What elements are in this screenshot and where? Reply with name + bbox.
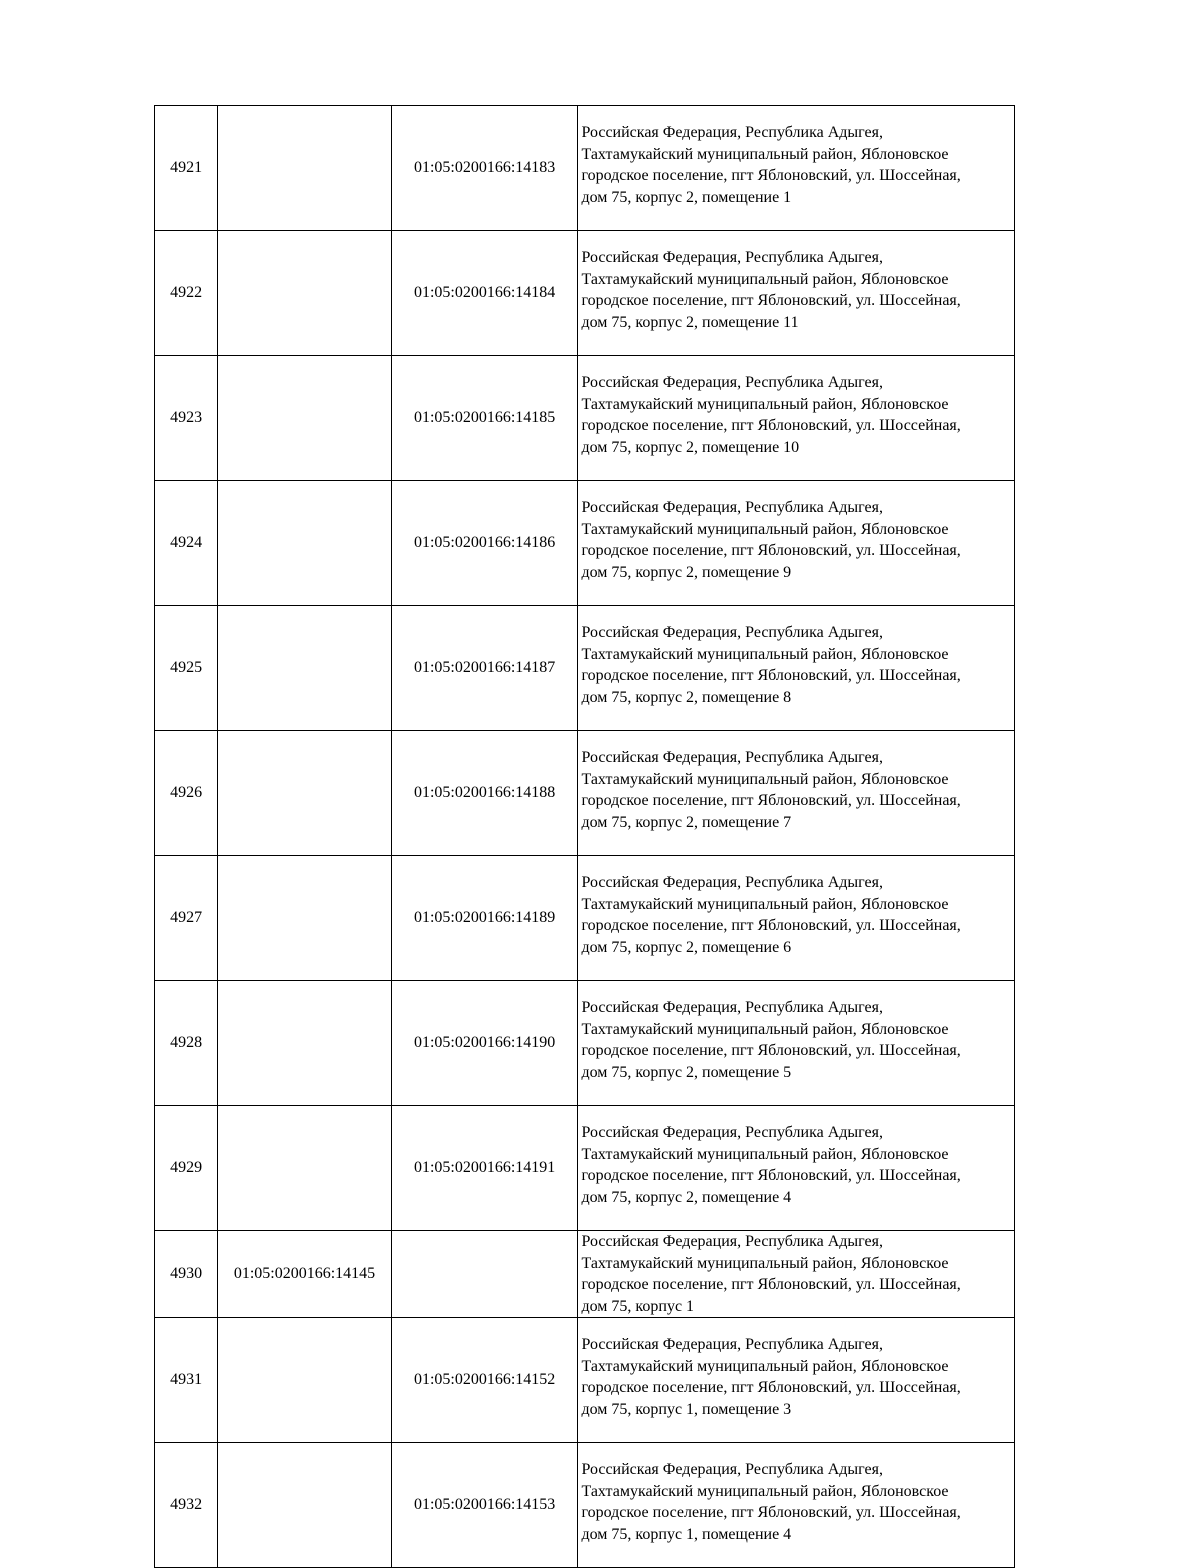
address-line: Тахтамукайский муниципальный район, Яблоновское: [581, 1020, 949, 1038]
address-line: Российская Федерация, Республика Адыгея,: [581, 1124, 883, 1141]
row-number-cell: 4926: [155, 731, 218, 856]
address-line: городское поселение, пгт Яблоновский, ул. Шоссейная,: [581, 917, 961, 934]
address-line: Российская Федерация, Республика Адыгея,: [581, 249, 883, 266]
room-cadastral-number-cell: 01:05:0200166:14187: [391, 606, 578, 731]
address-line: Тахтамукайский муниципальный район, Яблоновское: [581, 770, 949, 788]
address-line: Российская Федерация, Республика Адыгея,: [581, 1336, 883, 1353]
room-cadastral-number-cell: 01:05:0200166:14153: [391, 1443, 578, 1568]
address-cell: [578, 1318, 1015, 1443]
address-line: Российская Федерация, Республика Адыгея,: [581, 999, 883, 1016]
row-number-cell: 4923: [155, 356, 218, 481]
room-cadastral-number-cell: [391, 1231, 578, 1318]
building-cadastral-number-cell: [218, 106, 392, 231]
address-line: Тахтамукайский муниципальный район, Яблоновское: [581, 1357, 949, 1375]
building-cadastral-number-cell: [218, 856, 392, 981]
address-line: дом 75, корпус 2, помещение 5: [581, 1063, 792, 1081]
building-cadastral-number-cell: [218, 981, 392, 1106]
address-line: дом 75, корпус 1, помещение 3: [581, 1400, 792, 1418]
address-line: городское поселение, пгт Яблоновский, ул. Шоссейная,: [581, 167, 961, 184]
address-line: Российская Федерация, Республика Адыгея,: [581, 874, 883, 891]
address-line: городское поселение, пгт Яблоновский, ул. Шоссейная,: [581, 292, 961, 309]
address-line: дом 75, корпус 2, помещение 6: [581, 938, 792, 956]
address-line: Российская Федерация, Республика Адыгея,: [581, 124, 883, 141]
registry-table: [154, 105, 1015, 1568]
address-cell: [578, 106, 1015, 231]
table-row: [155, 231, 1015, 356]
address-cell: [578, 731, 1015, 856]
table-row: [155, 731, 1015, 856]
address-line: Тахтамукайский муниципальный район, Яблоновское: [581, 270, 949, 288]
row-number-cell: 4929: [155, 1106, 218, 1231]
address-cell: [578, 981, 1015, 1106]
building-cadastral-number-cell: [218, 731, 392, 856]
address-line: дом 75, корпус 2, помещение 4: [581, 1188, 792, 1206]
address-cell: [578, 231, 1015, 356]
address-line: Тахтамукайский муниципальный район, Яблоновское: [581, 145, 949, 163]
room-cadastral-number-cell: 01:05:0200166:14185: [391, 356, 578, 481]
building-cadastral-number-cell: [218, 1443, 392, 1568]
address-line: городское поселение, пгт Яблоновский, ул. Шоссейная,: [581, 667, 961, 684]
address-cell: [578, 606, 1015, 731]
table-row: [155, 1106, 1015, 1231]
address-line: Тахтамукайский муниципальный район, Яблоновское: [581, 895, 949, 913]
address-cell: [578, 1106, 1015, 1231]
address-line: дом 75, корпус 2, помещение 11: [581, 313, 799, 331]
table-row: [155, 106, 1015, 231]
room-cadastral-number-cell: 01:05:0200166:14184: [391, 231, 578, 356]
address-line: дом 75, корпус 1, помещение 4: [581, 1525, 792, 1543]
address-cell: [578, 1231, 1015, 1318]
table-row: [155, 856, 1015, 981]
address-line: дом 75, корпус 2, помещение 10: [581, 438, 800, 456]
address-line: городское поселение, пгт Яблоновский, ул. Шоссейная,: [581, 1276, 961, 1293]
registry-table-body: [155, 106, 1015, 1568]
building-cadastral-number-cell: [218, 1106, 392, 1231]
address-line: дом 75, корпус 2, помещение 8: [581, 688, 792, 706]
address-line: городское поселение, пгт Яблоновский, ул. Шоссейная,: [581, 417, 961, 434]
room-cadastral-number-cell: 01:05:0200166:14190: [391, 981, 578, 1106]
table-row: [155, 981, 1015, 1106]
table-row: [155, 606, 1015, 731]
address-line: Тахтамукайский муниципальный район, Яблоновское: [581, 1145, 949, 1163]
address-line: городское поселение, пгт Яблоновский, ул. Шоссейная,: [581, 1042, 961, 1059]
address-line: дом 75, корпус 2, помещение 1: [581, 188, 792, 206]
address-line: Российская Федерация, Республика Адыгея,: [581, 1461, 883, 1478]
address-line: Российская Федерация, Республика Адыгея,: [581, 374, 883, 391]
address-line: Тахтамукайский муниципальный район, Яблоновское: [581, 1482, 949, 1500]
address-line: Российская Федерация, Республика Адыгея,: [581, 624, 883, 641]
room-cadastral-number-cell: 01:05:0200166:14183: [391, 106, 578, 231]
building-cadastral-number-cell: [218, 481, 392, 606]
row-number-cell: 4932: [155, 1443, 218, 1568]
address-line: дом 75, корпус 1: [581, 1297, 695, 1315]
room-cadastral-number-cell: 01:05:0200166:14191: [391, 1106, 578, 1231]
table-row: [155, 1443, 1015, 1568]
room-cadastral-number-cell: 01:05:0200166:14189: [391, 856, 578, 981]
row-number-cell: 4921: [155, 106, 218, 231]
address-line: городское поселение, пгт Яблоновский, ул. Шоссейная,: [581, 792, 961, 809]
row-number-cell: 4928: [155, 981, 218, 1106]
building-cadastral-number-cell: [218, 1318, 392, 1443]
address-line: городское поселение, пгт Яблоновский, ул. Шоссейная,: [581, 1379, 961, 1396]
row-number-cell: 4930: [155, 1231, 218, 1318]
row-number-cell: 4922: [155, 231, 218, 356]
address-line: Тахтамукайский муниципальный район, Яблоновское: [581, 520, 949, 538]
table-row: [155, 1318, 1015, 1443]
room-cadastral-number-cell: 01:05:0200166:14186: [391, 481, 578, 606]
address-line: Российская Федерация, Республика Адыгея,: [581, 749, 883, 766]
room-cadastral-number-cell: 01:05:0200166:14152: [391, 1318, 578, 1443]
table-row: [155, 1231, 1015, 1318]
row-number-cell: 4924: [155, 481, 218, 606]
row-number-cell: 4927: [155, 856, 218, 981]
address-cell: [578, 481, 1015, 606]
building-cadastral-number-cell: 01:05:0200166:14145: [218, 1231, 392, 1318]
address-line: Тахтамукайский муниципальный район, Яблоновское: [581, 395, 949, 413]
row-number-cell: 4925: [155, 606, 218, 731]
room-cadastral-number-cell: 01:05:0200166:14188: [391, 731, 578, 856]
address-line: городское поселение, пгт Яблоновский, ул. Шоссейная,: [581, 542, 961, 559]
address-line: городское поселение, пгт Яблоновский, ул. Шоссейная,: [581, 1504, 961, 1521]
address-cell: [578, 856, 1015, 981]
building-cadastral-number-cell: [218, 356, 392, 481]
address-cell: [578, 356, 1015, 481]
address-line: Тахтамукайский муниципальный район, Яблоновское: [581, 645, 949, 663]
address-line: дом 75, корпус 2, помещение 7: [581, 813, 792, 831]
row-number-cell: 4931: [155, 1318, 218, 1443]
address-line: дом 75, корпус 2, помещение 9: [581, 563, 792, 581]
address-line: Российская Федерация, Республика Адыгея,: [581, 499, 883, 516]
table-row: [155, 356, 1015, 481]
address-line: городское поселение, пгт Яблоновский, ул. Шоссейная,: [581, 1167, 961, 1184]
building-cadastral-number-cell: [218, 606, 392, 731]
address-cell: [578, 1443, 1015, 1568]
address-line: Тахтамукайский муниципальный район, Яблоновское: [581, 1254, 949, 1272]
table-row: [155, 481, 1015, 606]
address-line: Российская Федерация, Республика Адыгея,: [581, 1233, 883, 1250]
building-cadastral-number-cell: [218, 231, 392, 356]
